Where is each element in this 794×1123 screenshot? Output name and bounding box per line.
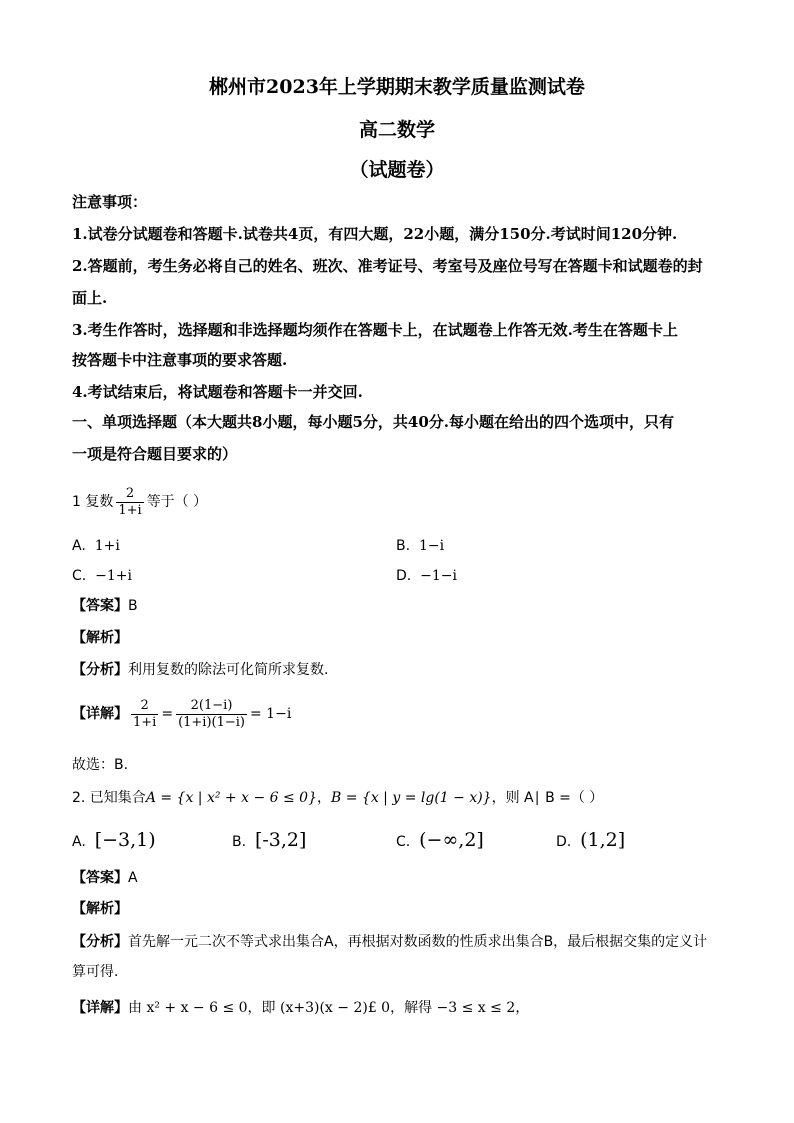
note-2b: 面上. (72, 289, 108, 307)
q1-prefix: 1 复数 (72, 494, 114, 510)
q1-option-c: C. −1+i (72, 568, 132, 584)
note-1: 1.试卷分试题卷和答题卡.试卷共4页，有四大题，22小题，满分150分.考试时间120分钟. (72, 225, 678, 243)
q2-answer (72, 868, 732, 888)
note-3b: 按答题卡中注意事项的要求答题. (72, 351, 288, 369)
q2-set-a: A = {x | x² + x − 6 ≤ 0} (145, 790, 317, 806)
q2-fenxi-tag: 【分析】 (72, 934, 128, 950)
q2-fenxi-text: 首先解一元二次不等式求出集合A，再根据对数函数的性质求出集合B，最后根据交集的定义计 (128, 934, 708, 950)
notes-heading: 注意事项： (72, 193, 148, 211)
exam-title: 郴州市2023年上学期期末教学质量监测试卷 (209, 76, 585, 98)
q2-option-c: C. (−∞,2] (396, 829, 484, 851)
q2-detail-text: 由 x² + x − 6 ≤ 0，即 (x+3)(x − 2)£ 0，解得 −3 ≤ x ≤ 2， (128, 1000, 530, 1016)
q1-answer (72, 596, 732, 616)
q1-answer-value: B (128, 598, 138, 614)
note-4: 4.考试结束后，将试题卷和答题卡一并交回. (72, 383, 363, 401)
q1-detail-tag: 【详解】 (72, 706, 128, 722)
q1-detail-rhs: = 1−i (250, 706, 292, 722)
q2-detail (72, 998, 732, 1018)
q1-option-d: D. −1−i (396, 568, 457, 584)
q1-fenxi (72, 660, 732, 680)
paper-type: （试题卷） (349, 159, 445, 181)
q1-frac-den: 1+i (118, 502, 142, 518)
q2-set-b: B = {x | y = lg(1 − x)} (331, 790, 492, 806)
q1-fenxi-text: 利用复数的除法可化简所求复数. (128, 662, 329, 678)
q2-stem: 2. 已知集合A = {x | x² + x − 6 ≤ 0}，B = {x | y = lg(1 − x)}，则 A∣ B =（ ） (72, 790, 604, 806)
q2-fenxi (72, 932, 732, 952)
q2-option-a: A. [−3,1) (72, 829, 156, 851)
q2-answer-tag: 【答案】 (72, 870, 128, 886)
q1-option-a: A. 1+i (72, 538, 120, 554)
note-2a: 2.答题前，考生务必将自己的姓名、班次、准考证号、考室号及座位号写在答题卡和试题卷的封 (72, 257, 703, 275)
q1-detail-lhs: $\frac{2}{1+i}$ (133, 697, 157, 730)
q1-fraction (116, 486, 143, 519)
q2-prefix: 2. 已知集合 (72, 790, 146, 806)
q2-detail-tag: 【详解】 (72, 1000, 128, 1016)
q1-detail-mid: $\frac{2(1-i)}{(1+i)(1-i)}$ (178, 697, 245, 730)
q1-option-b: B. 1−i (396, 538, 445, 554)
q2-option-d: D. (1,2] (556, 829, 626, 851)
q1-answer-tag: 【答案】 (72, 598, 128, 614)
exam-subject: 高二数学 (358, 119, 435, 141)
section-1-heading-cont: 一项是符合题目要求的） (72, 445, 238, 463)
q1-suffix: 等于（ ） (146, 494, 208, 510)
q1-fenxi-tag: 【分析】 (72, 662, 128, 678)
q2-answer-value: A (128, 870, 138, 886)
q2-option-b: B. [-3,2] (232, 829, 307, 851)
q1-stem (72, 484, 732, 520)
q2-fenxi-cont: 算可得. (72, 964, 119, 980)
q2-suffix: ，则 A∣ B =（ ） (491, 790, 604, 806)
q2-analysis-tag: 【解析】 (72, 901, 128, 917)
note-3a: 3.考生作答时，选择题和非选择题均须作在答题卡上，在试题卷上作答无效.考生在答题卡上 (72, 321, 678, 339)
q1-detail: 【详解】 $\frac{2}{1+i}$ = $\frac{2(1-i)}{(1+i)(1-i)}$ = 1−i (72, 697, 292, 730)
q1-analysis-tag: 【解析】 (72, 630, 128, 646)
q1-frac-num: 2 (116, 486, 143, 503)
q1-choose: 故选：B. (72, 757, 129, 773)
section-1-heading: 一、单项选择题（本大题共8小题，每小题5分，共40分.每小题在给出的四个选项中，只有 (72, 413, 674, 431)
